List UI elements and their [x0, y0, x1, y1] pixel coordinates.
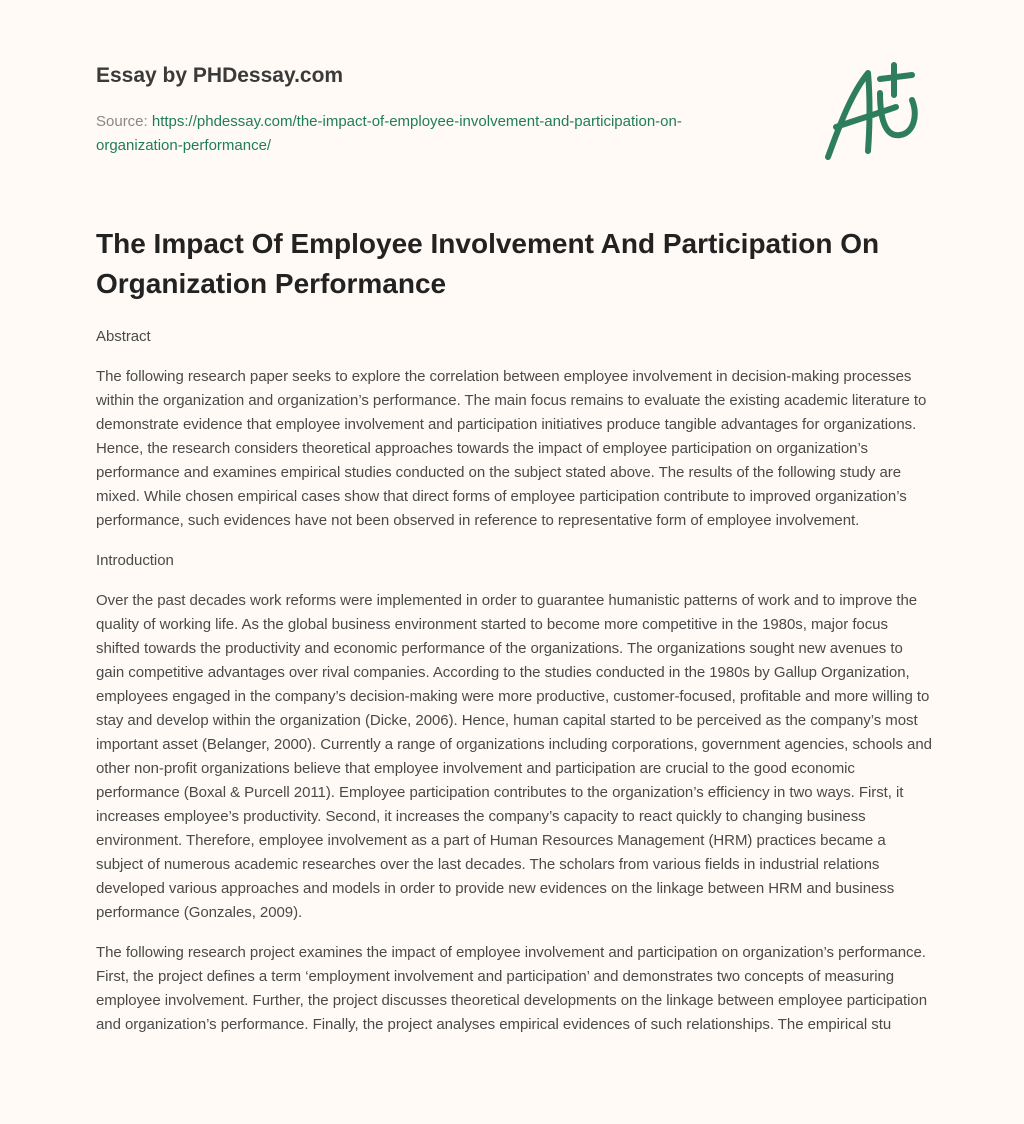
page-title: The Impact Of Employee Involvement And Participation On Organization Performance	[96, 228, 880, 299]
paragraph-project-overview: The following research project examines the impact of employee involvement and participation on organization’s performance. First, the project defines a term ‘employment involvement and participation’ and demonstrates two concepts of measuring employee involvement. Further, the project discusses theoretical developments on the linkage between employee participation and organization’s performance. Finally, the project analyses empirical evidences of such relationships. The empirical stu	[96, 944, 927, 1033]
source-label: Source:	[96, 113, 152, 130]
section-heading-introduction: Introduction	[96, 552, 174, 569]
paragraph-abstract: The following research paper seeks to explore the correlation between employee involvement in decision-making processes within the organization and organization’s performance. The main focus remains to evaluate the existing academic literature to demonstrate evidence that employee involvement and participation initiatives produce tangible advantages for organizations. Hence, the research considers theoretical approaches towards the impact of employee participation on organization’s performance and examines empirical studies conducted on the subject stated above. The results of the following study are mixed. While chosen empirical cases show that direct forms of employee participation contribute to improved organization’s performance, such evidences have not been observed in reference to representative form of employee involvement.	[96, 368, 927, 529]
section-heading-abstract: Abstract	[96, 328, 151, 345]
source-link[interactable]: https://phdessay.com/the-impact-of-employee-involvement-and-participation-on-organization-performance/	[96, 113, 682, 154]
paragraph-introduction: Over the past decades work reforms were implemented in order to guarantee humanistic patterns of work and to improve the quality of working life. As the global business environment started to become more competitive in the 1980s, major focus shifted towards the productivity and economic performance of the organizations. The organizations sought new avenues to gain competitive advantages over rival companies. According to the studies conducted in the 1980s by Gallup Organization, employees engaged in the company’s decision-making were more productive, customer-focused, profitable and more willing to stay and develop within the organization (Dicke, 2006). Hence, human capital started to be perceived as the company’s most important asset (Belanger, 2000). Currently a range of organizations including corporations, government agencies, schools and other non-profit organizations believe that employee involvement and participation are crucial to the good economic performance (Boxal & Purcell 2011). Employee participation contributes to the organization’s efficiency in two ways. First, it increases employee’s productivity. Second, it increases the company’s capacity to react quickly to changing business environment. Therefore, employee involvement as a part of Human Resources Management (HRM) practices became a subject of numerous academic researches over the last decades. The scholars from various fields in industrial relations developed various approaches and models in order to provide new evidences on the linkage between HRM and business performance (Gonzales, 2009).	[96, 592, 932, 921]
site-brand: Essay by PHDessay.com	[96, 64, 344, 87]
source-line	[96, 110, 756, 158]
a-plus-logo-icon	[818, 55, 928, 165]
essay-body	[96, 325, 932, 1053]
